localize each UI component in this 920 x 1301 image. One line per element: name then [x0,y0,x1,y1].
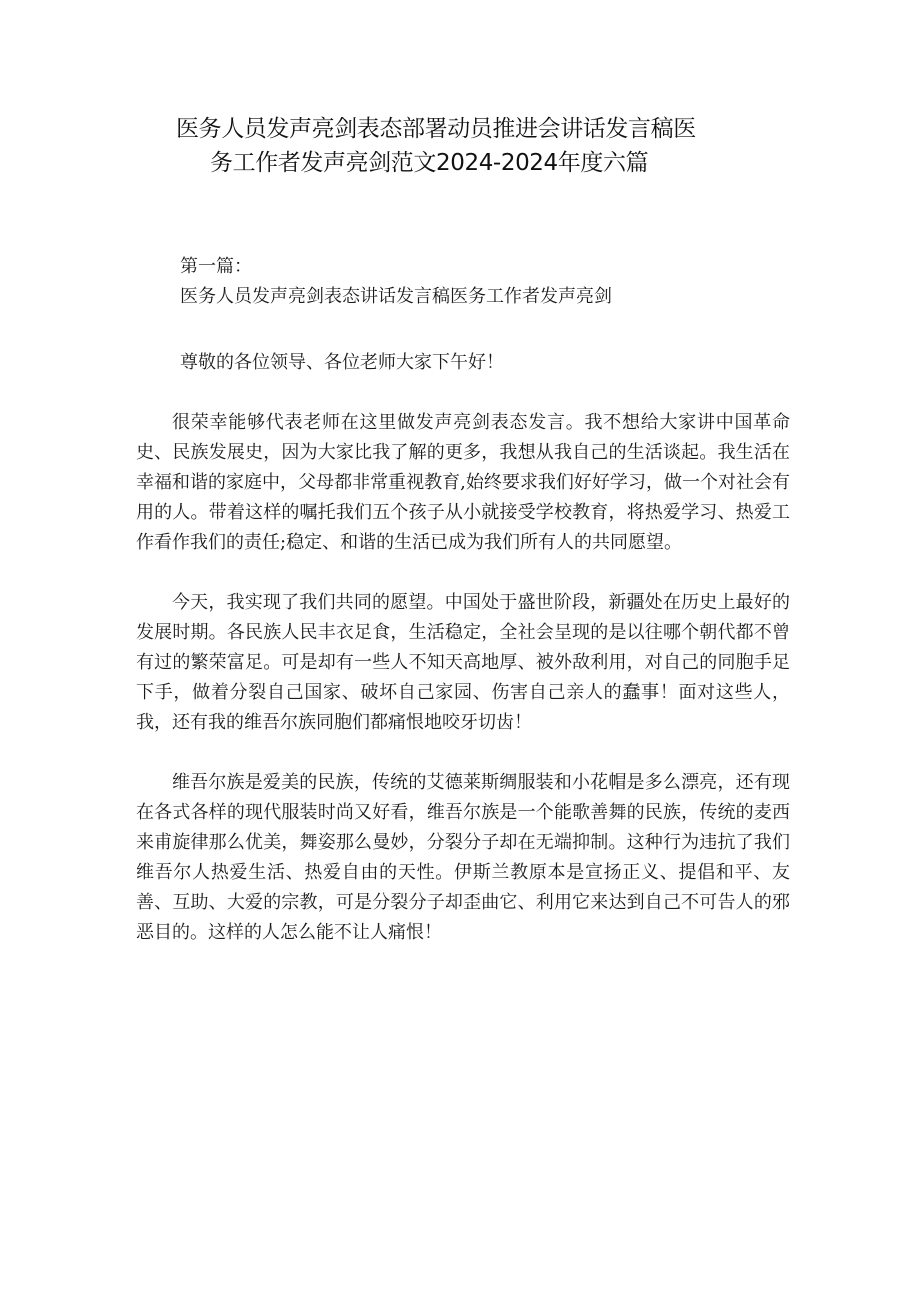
greeting: 尊敬的各位领导、各位老师大家下午好！ [180,352,504,373]
document-body [136,252,790,948]
paragraph-3: 维吾尔族是爱美的民族，传统的艾德莱斯绸服装和小花帽是多么漂亮，还有现在各式各样的现代服装时尚又好看，维吾尔族是一个能歌善舞的民族，传统的麦西来甫旋律那么优美，舞姿那么曼妙，分裂分子却在无端抑制。这种行为违抗了我们维吾尔人热爱生活、热爱自由的天性。伊斯兰教原本是宣扬正义、提倡和平、友善、互助、大爱的宗教，可是分裂分子却歪曲它、利用它来达到自己不可告人的邪恶目的。这样的人怎么能不让人痛恨！ [136,772,790,943]
title-line-1: 医务人员发声亮剑表态部署动员推进会讲话发言稿医 [176,116,696,142]
section-subtitle: 医务人员发声亮剑表态讲话发言稿医务工作者发声亮剑 [180,286,612,307]
section-label: 第一篇： [180,256,252,277]
paragraph-1: 很荣幸能够代表老师在这里做发声亮剑表态发言。我不想给大家讲中国革命史、民族发展史，因为大家比我了解的更多，我想从我自己的生活谈起。我生活在幸福和谐的家庭中，父母都非常重视教育,始终要求我们好好学习，做一个对社会有用的人。带着这样的嘱托我们五个孩子从小就接受学校教育，将热爱学习、热爱工作看作我们的责任;稳定、和谐的生活已成为我们所有人的共同愿望。 [136,412,790,553]
title-line-2: 务工作者发声亮剑范文2024-2024年度六篇 [210,150,649,176]
paragraph-2: 今天，我实现了我们共同的愿望。中国处于盛世阶段，新疆处在历史上最好的发展时期。各民族人民丰衣足食，生活稳定，全社会呈现的是以往哪个朝代都不曾有过的繁荣富足。可是却有一些人不知天高地厚、被外敌利用，对自己的同胞手足下手，做着分裂自己国家、破坏自己家园、伤害自己亲人的蠢事！面对这些人，我，还有我的维吾尔族同胞们都痛恨地咬牙切齿！ [136,592,790,733]
document-title [176,112,786,180]
